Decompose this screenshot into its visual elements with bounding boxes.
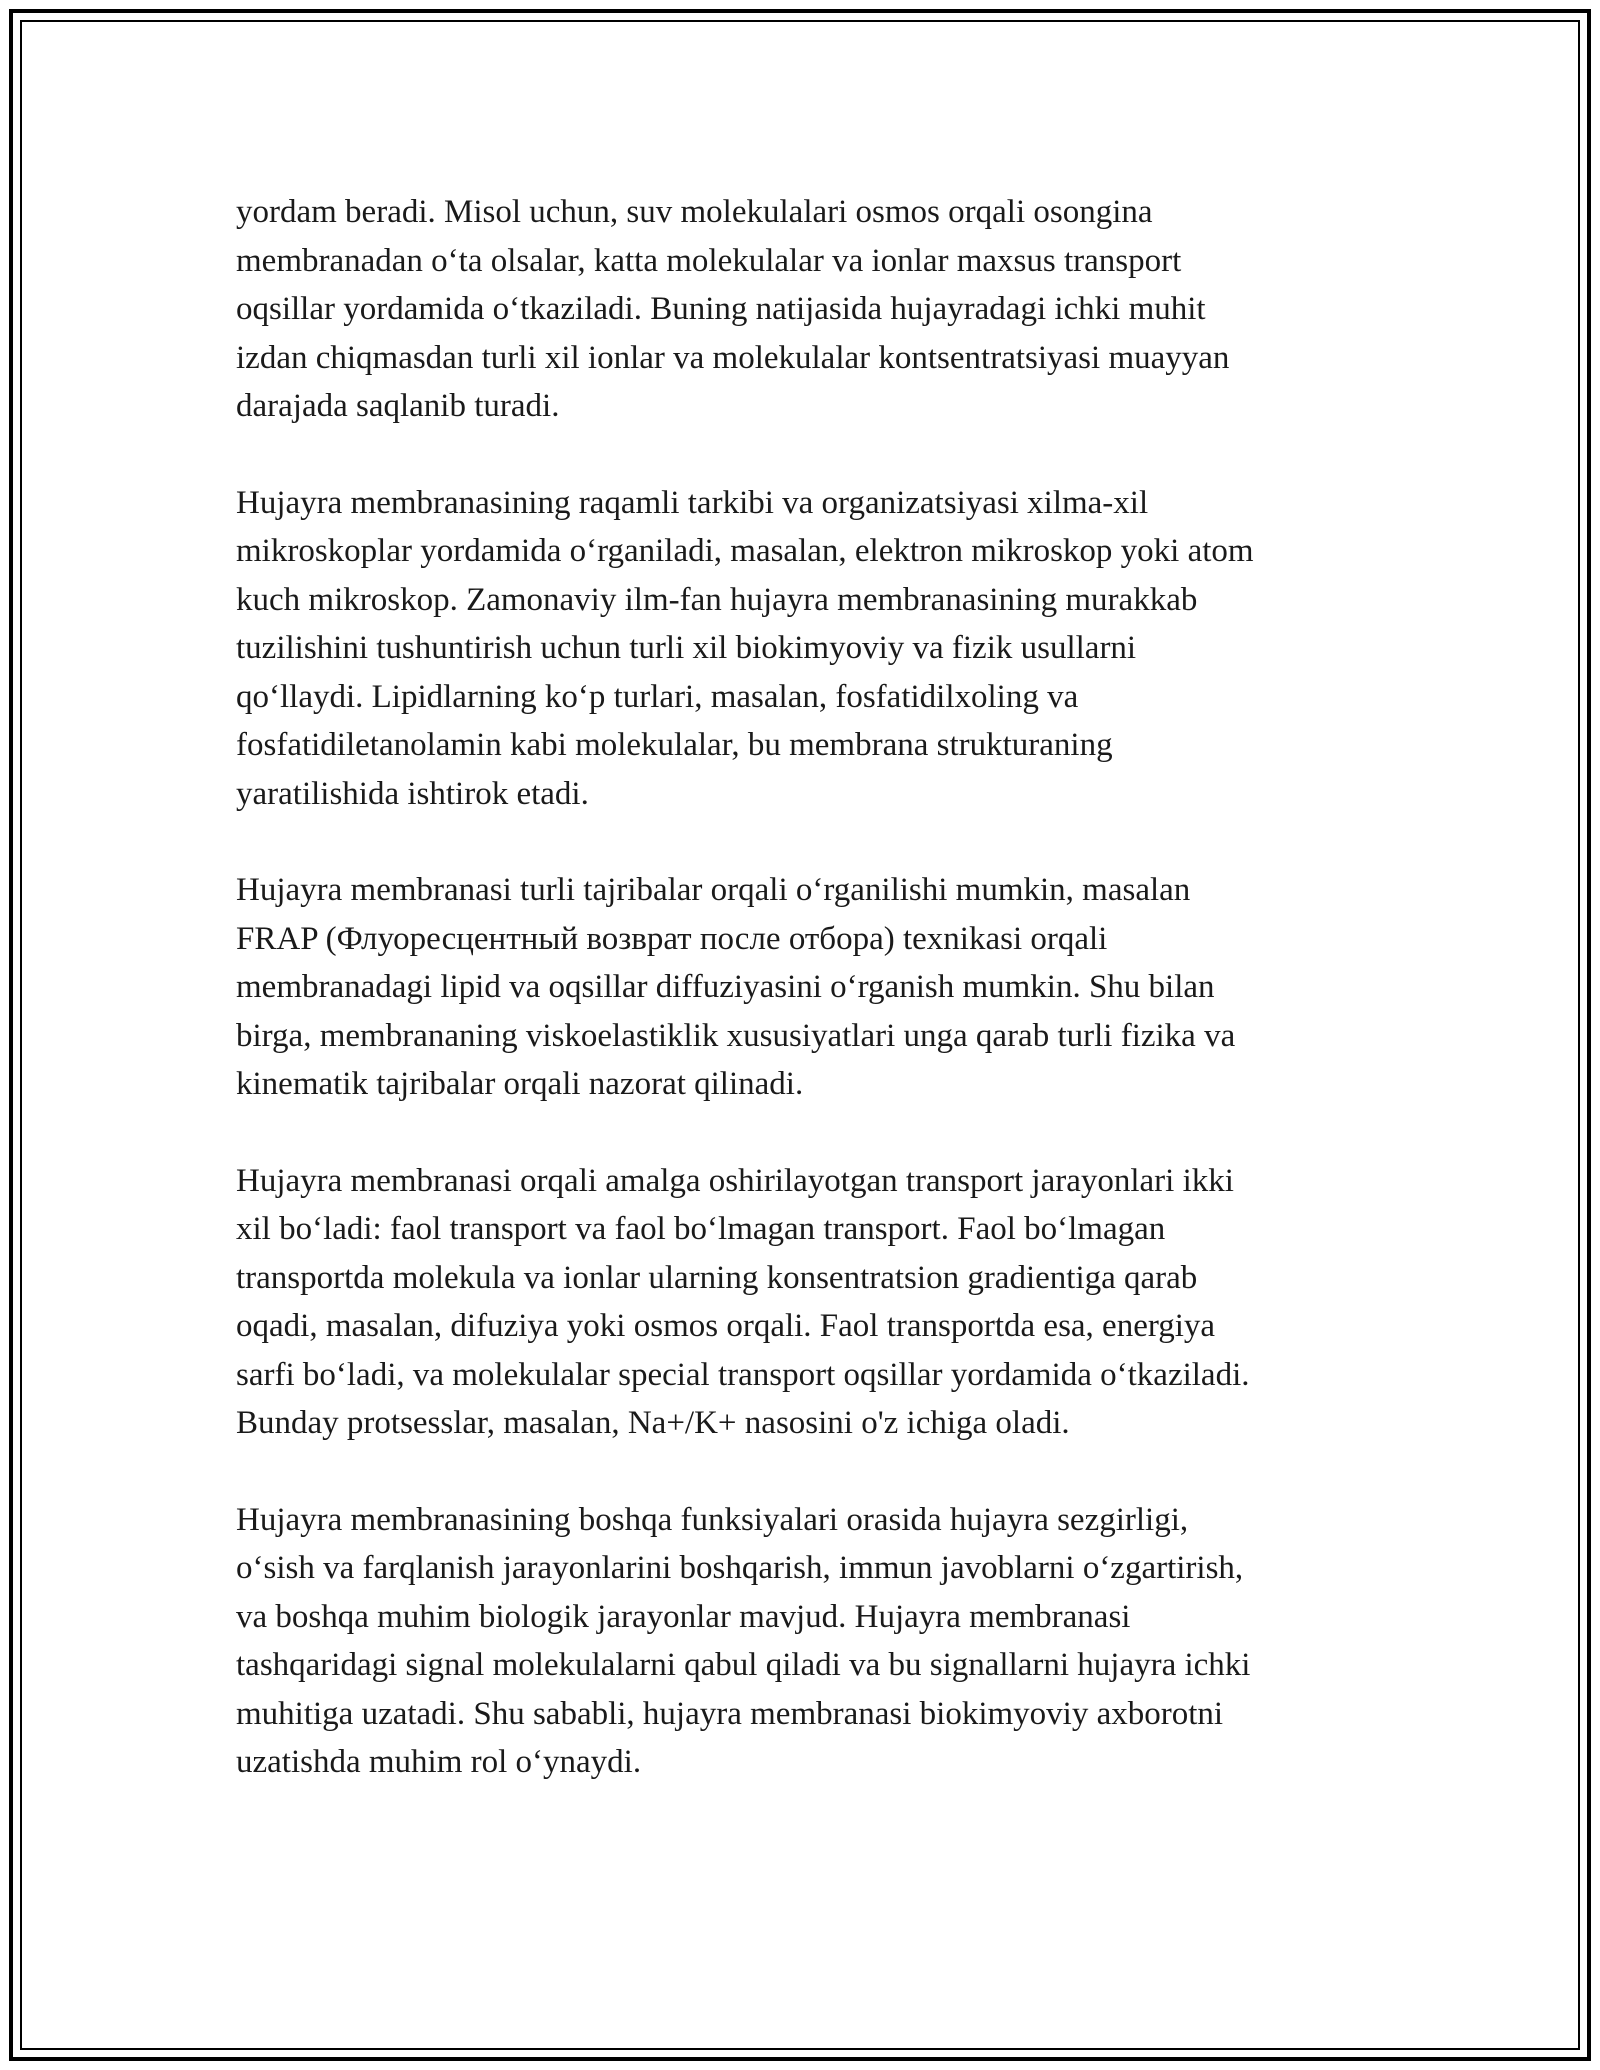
document-body bbox=[236, 188, 1376, 1835]
paragraph-other-functions: Hujayra membranasining boshqa funksiyalari orasida hujayra sezgirligi, oʻsish va farqlanish jarayonlarini boshqarish, immun javoblarni oʻzgartirish, va boshqa muhim biologik jarayonlar mavjud. Hujayra membranasi tashqaridagi signal molekulalarni qabul qiladi va bu signallarni hujayra ichki muhitiga uzatadi. Shu sababli, hujayra membranasi biokimyoviy axborotni uzatishda muhim rol oʻynaydi. bbox=[236, 1501, 1251, 1780]
paragraph-transport-types: Hujayra membranasi orqali amalga oshirilayotgan transport jarayonlari ikki xil boʻladi: faol transport va faol boʻlmagan transport. Faol boʻlmagan transportda molekula va ionlar ularning konsentratsion gradientiga qarab oqadi, masalan, difuziya yoki osmos orqali. Faol transportda esa, energiya sarfi boʻladi, va molekulalar special transport oqsillar yordamida oʻtkaziladi. Bunday protsesslar, masalan, Na+/K+ nasosini o'z ichiga oladi. bbox=[236, 1162, 1250, 1441]
paragraph-osmos-transport: yordam beradi. Misol uchun, suv molekulalari osmos orqali osongina membranadan oʻta olsalar, katta molekulalar va ionlar maxsus transport oqsillar yordamida oʻtkaziladi. Buning natijasida hujayradagi ichki muhit izdan chiqmasdan turli xil ionlar va molekulalar kontsentratsiyasi muayyan darajada saqlanib turadi. bbox=[236, 194, 1230, 424]
paragraph-microscopy: Hujayra membranasining raqamli tarkibi va organizatsiyasi xilma-xil mikroskoplar yordamida oʻrganiladi, masalan, elektron mikroskop yoki atom kuch mikroskop. Zamonaviy ilm-fan hujayra membranasining murakkab tuzilishini tushuntirish uchun turli xil biokimyoviy va fizik usullarni qoʻllaydi. Lipidlarning koʻp turlari, masalan, fosfatidilxoling va fosfatidiletanolamin kabi molekulalar, bu membrana strukturaning yaratilishida ishtirok etadi. bbox=[236, 484, 1254, 812]
paragraph-frap-experiments: Hujayra membranasi turli tajribalar orqali oʻrganilishi mumkin, masalan FRAP (Флуоресцентный возврат после отбора) texnikasi orqali membranadagi lipid va oqsillar diffuziyasini oʻrganish mumkin. Shu bilan birga, membrananing viskoelastiklik xususiyatlari unga qarab turli fizika va kinematik tajribalar orqali nazorat qilinadi. bbox=[236, 872, 1236, 1102]
